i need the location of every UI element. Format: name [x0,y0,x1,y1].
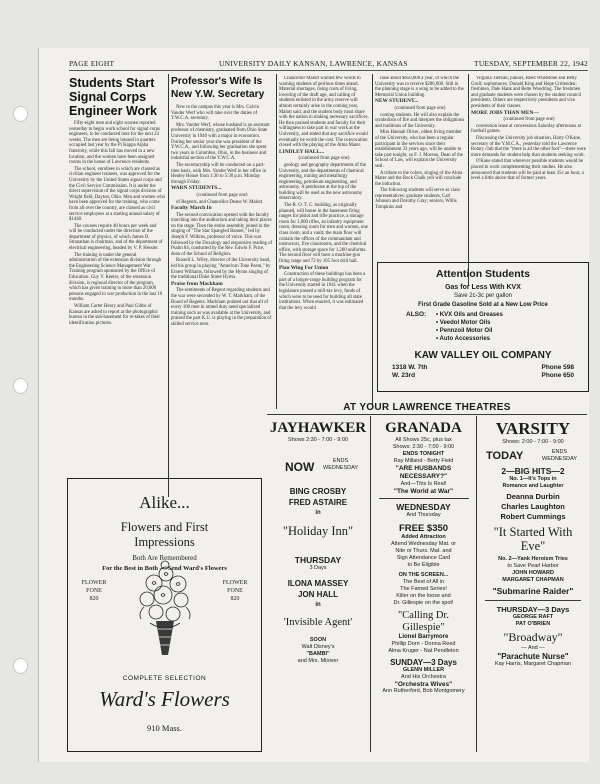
theatre-varsity: VARSITY Shows: 2:00 - 7:00 - 9:00 TODAY ENDS WEDNESDAY 2—BIG HITS—2 No. 1—It's Tops in Romance and Laughter Deanna Durbin Charles Laughton Robert Cummings "It Started With Eve" No. 2—Yank Heroism Tries to Save Pearl Harbor JOHN HOWARD MARGARET CHAPMAN "Submarine Raider" THURSDAY—3 Days GEORGE RAFT PAT O'BRIEN "Broadway" — And — "Parachute Nurse" Kay Harris, Margaret Chapman [478,416,588,756]
film-parachute-nurse: "Parachute Nurse" [497,652,569,661]
film-invisible-agent: 'Invisible Agent' [283,617,353,628]
subhead-more-jobs: MORE JOBS THAN MEN— [471,109,539,116]
page-number: PAGE EIGHT [69,59,115,68]
newspaper-page [38,48,589,762]
ad-kaw-valley-oil: Attention Students Gas for Less With KVX Save 2c-3c per gallon First Grade Gasoline Sold at a New Low Price ALSO: • KVX Oils and Greases • Veedol Motor Oils • Pennzoil Motor Oil • Auto Accessories KAW VALLEY OIL COMPANY 1318 W. 7th W. 23rd Phone 598 Phone 650 [377,262,589,392]
paper-name: UNIVERSITY DAILY KANSAN, LAWRENCE, KANSAS [219,59,408,68]
binder-hole [13,658,28,674]
column-rule [372,74,373,409]
bouquet-illustration [132,559,198,663]
article-lindley-hall: Chancellor Malott warned few words to warning students of perilous times ahead. Material shortages, rising costs of living, lowering of the draft age, and calling of students enlisted in the army reserve will almost certainly arise in the coming year, Malott said, and the student body must share with the nation in making necessary sacrifices. He then praised students and faculty for their willingness to take part in war work at the University, and stated that any sacrifice would eventually be worth the cost. The convocation closed with the playing of the Alma Mater. LINDLEY HALL... (continued from page one) geology and geography departments of the University, and the departments of chemical engineering, mining and metallurgy engineering, petroleum engineering, and astronomy. A penthouse at the top of the building will be used as the new astronomy observatory. The R. O. T. C. building, as originally planned, will house in the basement firing ranges for pistol and rifle practice, a storage room for 1,000 rifles, an infantry equipment room, dressing room for men and women, one class room, and a vault; the main floor will contain the offices of the commandant and instructors, five classrooms, and the chemical office, with storage space for 1,200 uniforms. The second floor will have a machine-gun firing range and 72 by 105 foot drill hall. Plan Wing For Union Construction of these buildings has been a part of a longer-range building program for the University started in 1941 when the legislature passed a mill-tax levy, funds of which were to be used for building all state institutions. When enacted, it was estimated that the levy would [279,76,369,311]
column-rule [168,74,169,497]
film-broadway: "Broadway" [503,630,563,644]
theatre-jayhawker: JAYHAWKER Shows 2:30 - 7:00 - 9:00 NOW ENDS WEDNESDAY BING CROSBY FRED ASTAIRE in "Holiday Inn" THURSDAY 3 Days ILONA MASSEY JON HALL in 'Invisible Agent' SOON Walt Disney's "BAMBI" and Mrs. Miniver [267,416,369,756]
subhead-lindley-hall: LINDLEY HALL... [279,148,325,155]
flower-fone-left: FLOWER FONE 820 [81,580,107,602]
theatre-name-granada: GRANADA [385,420,462,436]
page-header [69,58,588,71]
theatre-name-varsity: VARSITY [495,419,571,438]
subhead-new-student: NEW STUDENT... [375,98,419,105]
subhead-warn-students: WARN STUDENTS... [171,185,222,192]
ad-kvx-company: KAW VALLEY OIL COMPANY [414,350,552,361]
film-holiday-inn: "Holiday Inn" [282,524,354,538]
article-more-jobs: Virginia Tiernan; juniors, Reed Whetstone and Betty Groll; sophomores, Donald King and Hope Crittenden; freshmen, Dale Hank and Bette Woodring. The freshmen and graduate students were chosen by the student council presidents. Others are respectively presidents and vice presidents of their classes. MORE JOBS THAN MEN— (continued from page one) concession lease at concessions Saturday afternoons at football games. Discussing the University job situation, Harry O'Kane, secretary of the Y.M.C.A., yesterday told the Lawrence Rotary club that the "there is all the other foot"—there were more demands for student help than students seeking work. O'Kane stated that wherever possible students would be placed in work complementing their studies. He also announced that students will be paid at least 35c an hour, a level a little above that of former years. [471,76,587,182]
film-it-started-with-eve: "It Started With Eve" [493,525,573,553]
headline-signal-corps: Students Start Signal Corps Engineer Work [69,76,157,118]
headline-professors-wife: Professor's Wife Is New Y.W. Secretary [171,76,265,100]
ad-flowers-title: Alike... [139,493,190,512]
theatre-divider [370,416,371,752]
article-professors-wife: Professor's Wife Is New Y.W. Secretary New to the campus this year is Mrs. Calvin Vander Werf who will take over the duties of Y.W.C.A. secretary. Mrs. Vander Werf, whose husband is an assistant professor of chemistry, graduated from Ohio State University in 1940 with a major in economics. During her senior year she was president of the Y.W.C.A., and following her graduation she spent two years in Columbus, Ohio, in the business and industrial section of the Y.W.C.A. The secretaryship will be conducted on a part-time basis, with Mrs. Vander Werf in her office in Henley House from 1:30 to 5:30 p.m. Monday through Friday. WARN STUDENTS... (continued from page one) of Regents, and Chancellor Deane W. Malott. Faculty March In The second convocation opened with the faculty marching into the auditorium and taking their places on the stage. Then the entire assembly joined in the singing of "The Star Spangled Banner," led by Joseph F. Wilkins, professor of voice. This was followed by the Doxology and responsive reading of Psalm 84, conducted by the Rev. Edwin F. Price, dean of the School of Religion. Russell L. Wiley, director of the University band, led his group in playing "American Tone Poem," by Ernest Williams, followed by the Hymn singing of the traditional Duke Street Hymn. Praise from Mackham The sentiments of Regent regarding students and the war were seconded by W. T. Markham, of the Board of Regents. Markham pointed out that all of every 100 men in armed duty need specialized training such as was available at the University, and praised the part K.U. is playing in the preparation of skilled service men. [171,76,273,327]
ad-wards-flowers: Alike... Flowers and First Impressions Both Are Remembered For the Best in Both — Send Ward's Flowers FLOWER FONE 820 FLOWER FONE 820 COMPLETE SELECTION Ward's Flowers 910 Mass. [67,478,262,752]
theatre-name-jayhawker: JAYHAWKER [269,420,367,436]
flower-fone-right: FLOWER FONE 820 [222,580,248,602]
ad-kvx-products: • KVX Oils and Greases • Veedol Motor Oils • Pennzoil Motor Oil • Auto Accessories [436,312,503,342]
free-cash-offer: FREE $350 [398,523,449,534]
theatres-rule [267,414,587,415]
ad-kvx-title: Attention Students [436,268,530,280]
article-new-student: raise about $650,000 a year, of which the University was to receive $286,000. Still in the planning stage is a wing to be added to the Memorial Union building. NEW STUDENT... (continued from page one) coming students. He will also explain the symbolism of fire and interpret the obligations and traditions of the University. Miss Hannah Oliver, oldest living member of the University, who has been a regular participant in the services since their establishment 33 years ago, will be unable to take part tonight, so F. J. Moreau, Dean of the School of Law, will explain the University seal. A tribute to the colors, singing of the Alma Mater and the Rock Chalk yell will conclude the induction. The following students will serve as class representatives: graduate students, Carl Johnson and Dorothy Gray; seniors, Willis Tompkins and [375,76,465,211]
article-signal-corps: Students Start Signal Corps Engineer Work Fifty-eight men and eight women reported yesterday to begin work school for signal corps engineers, to be conducted here for the next 24 weeks. The men are being housed in quarters occupied last year by the Pi Kappa Alpha fraternity, while this fall has moved to a new location, and the women have been assigned rooms in the house of Lawrence residents. The school, enrollees in which are classed as civilian engineer trainees, was approved for the University by the United States signal corps and the Civil Service Commission. It is under the direct supervision of the signal corps division of Wright field, Dayton, Ohio. Men and women who have been approved for the training, who come from all over the country, are classed as civil service employees at a starting annual salary of $1440. The courses require 48 hours per week and will be conducted under the direction of the department of physics, of which James D. Stranathan is chairman, and of the department of electrical engineering, headed by V. P. Hessler. The training is under the general administration of the extension division through the Engineering Science Management War Training program sponsored by the Office of Education. Guy V. Keeler, of the extension division, is regional director of the program, which has given training to more than 20,000 persons engaged in war production in the last 18 months. William Carter Henry and Paul Gibbs of Kansas are asked to report at the photographic bureau in the sub-basement for re-takes of their identification pictures. [69,76,165,326]
issue-date: TUESDAY, SEPTEMBER 22, 1942 [474,59,588,68]
theatre-divider [476,416,477,752]
column-rule [468,74,469,286]
column-rule [276,74,277,409]
theatre-granada: GRANADA All Shows 25c, plus tax Shows: 2:30 - 7:00 - 9:00 ENDS TONIGHT Ray Milland - Betty Field "ARE HUSBANDS NECESSARY?" And—This Is Real! "The World at War" WEDNESDAY And Thursday FREE $350 Added Attraction Attend Wednesday Mat. or Nite or Thurs. Mat. and Sign Attendance Card to Be Eligible ON THE SCREEN... The Best of All in The Famed Series! Killer on the loose and Dr. Gillespie on the spot! "Calling Dr. Gillespie" Lionel Barrymore Phillip Dorn - Donna Reed Alma Kruger - Nat Pendleton SUNDAY—3 Days GLENN MILLER And His Orchestra "Orchestra Wives" Ann Rutherford, Bob Montgomery [372,416,475,756]
film-submarine-raider: "Submarine Raider" [492,586,574,596]
film-calling-dr-gillespie: "Calling Dr. Gillespie" [398,610,449,633]
binder-hole [13,106,28,122]
binder-hole [13,378,28,394]
ad-flowers-name: Ward's Flowers [99,687,230,711]
theatres-banner: AT YOUR LAWRENCE THEATRES [343,402,511,413]
